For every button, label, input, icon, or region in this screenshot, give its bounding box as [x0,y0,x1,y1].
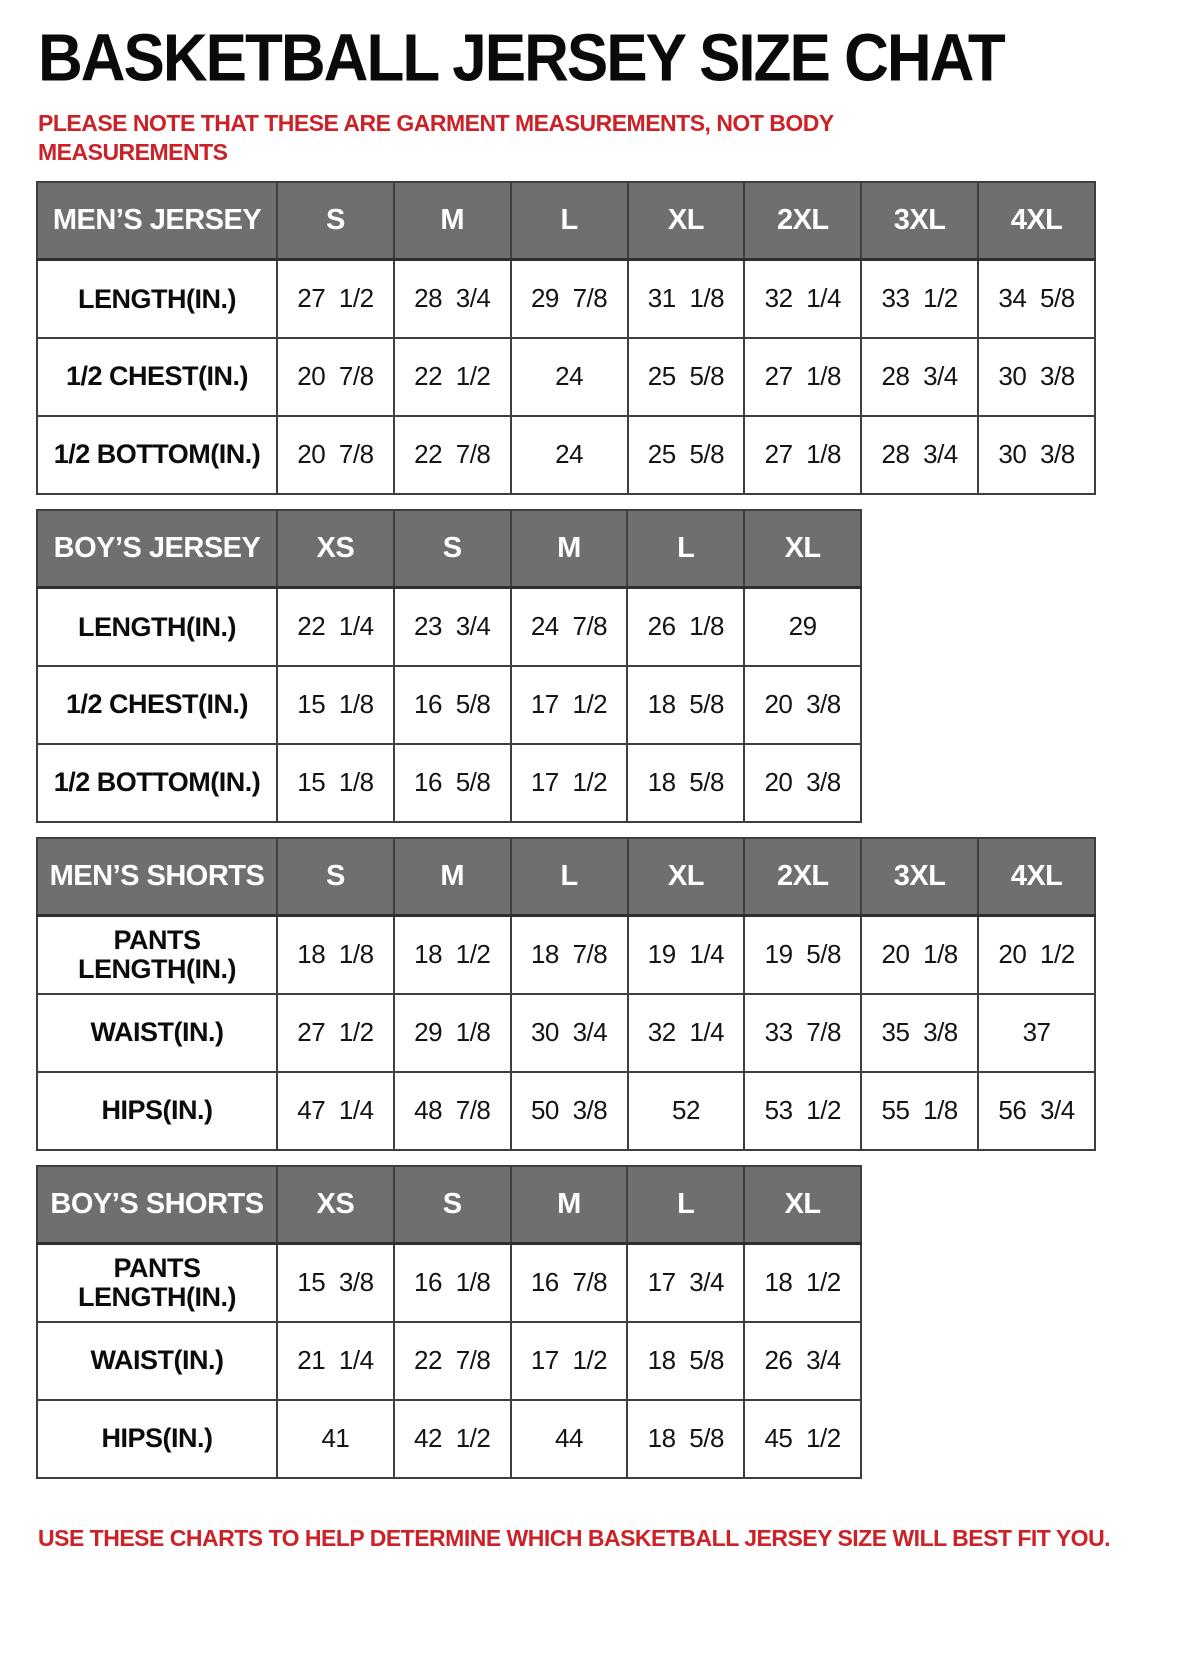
size-header-cell: L [511,838,628,916]
value-cell: 24 [511,338,628,416]
value-cell: 15 1/8 [277,744,394,822]
value-cell: 18 1/2 [394,916,511,994]
size-header-cell: 3XL [861,838,978,916]
value-cell: 25 5/8 [628,416,745,494]
value-cell: 17 1/2 [511,1322,628,1400]
value-cell: 53 1/2 [744,1072,861,1150]
value-cell: 17 3/4 [627,1244,744,1322]
value-cell: 41 [277,1400,394,1478]
boys-jersey-table-header-row [37,510,861,588]
value-cell: 18 1/8 [277,916,394,994]
value-cell: 22 7/8 [394,1322,511,1400]
size-header-cell: M [394,838,511,916]
value-cell: 19 1/4 [628,916,745,994]
value-cell: 22 1/4 [277,588,394,666]
measurement-row [37,1244,861,1322]
value-cell: 17 1/2 [511,744,628,822]
value-cell: 16 5/8 [394,744,511,822]
measurement-row [37,744,861,822]
page-title: BASKETBALL JERSEY SIZE CHAT [38,21,1004,96]
boys-jersey-table [36,509,862,823]
size-header-cell: L [511,182,628,260]
boys-shorts-table [36,1165,862,1479]
size-header-cell: M [511,510,628,588]
value-cell: 29 1/8 [394,994,511,1072]
value-cell: 15 1/8 [277,666,394,744]
value-cell: 52 [628,1072,745,1150]
size-header-cell: 4XL [978,182,1095,260]
size-header-cell: S [277,838,394,916]
value-cell: 26 1/8 [627,588,744,666]
value-cell: 27 1/8 [744,416,861,494]
measurement-row [37,666,861,744]
row-label-cell: HIPS(IN.) [37,1400,277,1478]
measurement-row [37,994,1095,1072]
value-cell: 20 1/8 [861,916,978,994]
value-cell: 20 3/8 [744,744,861,822]
mens-jersey-table [36,181,1096,495]
value-cell: 34 5/8 [978,260,1095,338]
value-cell: 50 3/8 [511,1072,628,1150]
size-header-cell: XS [277,510,394,588]
row-label-cell: LENGTH(IN.) [37,588,277,666]
value-cell: 45 1/2 [744,1400,861,1478]
row-label-cell: LENGTH(IN.) [37,260,277,338]
value-cell: 16 5/8 [394,666,511,744]
value-cell: 29 [744,588,861,666]
mens-jersey-table-title-cell: MEN’S JERSEY [37,182,277,260]
value-cell: 18 1/2 [744,1244,861,1322]
value-cell: 33 7/8 [744,994,861,1072]
value-cell: 24 7/8 [511,588,628,666]
value-cell: 56 3/4 [978,1072,1095,1150]
row-label-cell: PANTS LENGTH(IN.) [37,916,277,994]
value-cell: 44 [511,1400,628,1478]
value-cell: 33 1/2 [861,260,978,338]
value-cell: 24 [511,416,628,494]
value-cell: 22 1/2 [394,338,511,416]
value-cell: 27 1/2 [277,260,394,338]
size-header-cell: XL [628,838,745,916]
garment-measurement-note: PLEASE NOTE THAT THESE ARE GARMENT MEASUREMENTS, NOT BODY MEASUREMENTS [38,110,834,165]
value-cell: 18 7/8 [511,916,628,994]
value-cell: 47 1/4 [277,1072,394,1150]
value-cell: 30 3/8 [978,416,1095,494]
measurement-row [37,1072,1095,1150]
size-header-cell: XS [277,1166,394,1244]
row-label-cell: 1/2 CHEST(IN.) [37,338,277,416]
size-header-cell: XL [744,1166,861,1244]
value-cell: 20 3/8 [744,666,861,744]
boys-jersey-table-title-cell: BOY’S JERSEY [37,510,277,588]
value-cell: 30 3/4 [511,994,628,1072]
row-label-cell: PANTS LENGTH(IN.) [37,1244,277,1322]
value-cell: 27 1/8 [744,338,861,416]
value-cell: 18 5/8 [627,1400,744,1478]
size-header-cell: S [277,182,394,260]
value-cell: 27 1/2 [277,994,394,1072]
measurement-row [37,416,1095,494]
value-cell: 16 7/8 [511,1244,628,1322]
size-header-cell: 2XL [744,838,861,916]
size-header-cell: 3XL [861,182,978,260]
value-cell: 31 1/8 [628,260,745,338]
value-cell: 26 3/4 [744,1322,861,1400]
value-cell: 20 7/8 [277,338,394,416]
row-label-cell: WAIST(IN.) [37,1322,277,1400]
value-cell: 21 1/4 [277,1322,394,1400]
mens-shorts-table-title-cell: MEN’S SHORTS [37,838,277,916]
row-label-cell: 1/2 CHEST(IN.) [37,666,277,744]
value-cell: 32 1/4 [744,260,861,338]
size-header-cell: 2XL [744,182,861,260]
value-cell: 19 5/8 [744,916,861,994]
value-cell: 20 1/2 [978,916,1095,994]
value-cell: 42 1/2 [394,1400,511,1478]
size-header-cell: S [394,1166,511,1244]
mens-shorts-table-header-row [37,838,1095,916]
value-cell: 23 3/4 [394,588,511,666]
size-header-cell: M [394,182,511,260]
value-cell: 20 7/8 [277,416,394,494]
value-cell: 16 1/8 [394,1244,511,1322]
size-header-cell: L [627,1166,744,1244]
row-label-cell: 1/2 BOTTOM(IN.) [37,744,277,822]
value-cell: 28 3/4 [861,416,978,494]
measurement-row [37,260,1095,338]
value-cell: 18 5/8 [627,666,744,744]
fit-advice-note: USE THESE CHARTS TO HELP DETERMINE WHICH BASKETBALL JERSEY SIZE WILL BEST FIT YOU. [38,1524,1111,1551]
value-cell: 29 7/8 [511,260,628,338]
value-cell: 35 3/8 [861,994,978,1072]
measurement-row [37,588,861,666]
value-cell: 18 5/8 [627,1322,744,1400]
boys-shorts-table-title-cell: BOY’S SHORTS [37,1166,277,1244]
row-label-cell: 1/2 BOTTOM(IN.) [37,416,277,494]
row-label-cell: HIPS(IN.) [37,1072,277,1150]
tables-container [0,181,1200,1479]
size-header-cell: XL [744,510,861,588]
value-cell: 25 5/8 [628,338,745,416]
boys-shorts-table-header-row [37,1166,861,1244]
size-header-cell: 4XL [978,838,1095,916]
size-header-cell: XL [628,182,745,260]
measurement-row [37,338,1095,416]
mens-shorts-table [36,837,1096,1151]
size-header-cell: M [511,1166,628,1244]
value-cell: 28 3/4 [394,260,511,338]
value-cell: 17 1/2 [511,666,628,744]
row-label-cell: WAIST(IN.) [37,994,277,1072]
value-cell: 30 3/8 [978,338,1095,416]
value-cell: 28 3/4 [861,338,978,416]
measurement-row [37,1322,861,1400]
measurement-row [37,1400,861,1478]
size-header-cell: L [627,510,744,588]
value-cell: 48 7/8 [394,1072,511,1150]
value-cell: 32 1/4 [628,994,745,1072]
value-cell: 15 3/8 [277,1244,394,1322]
value-cell: 55 1/8 [861,1072,978,1150]
size-header-cell: S [394,510,511,588]
value-cell: 37 [978,994,1095,1072]
value-cell: 22 7/8 [394,416,511,494]
mens-jersey-table-header-row [37,182,1095,260]
measurement-row [37,916,1095,994]
value-cell: 18 5/8 [627,744,744,822]
